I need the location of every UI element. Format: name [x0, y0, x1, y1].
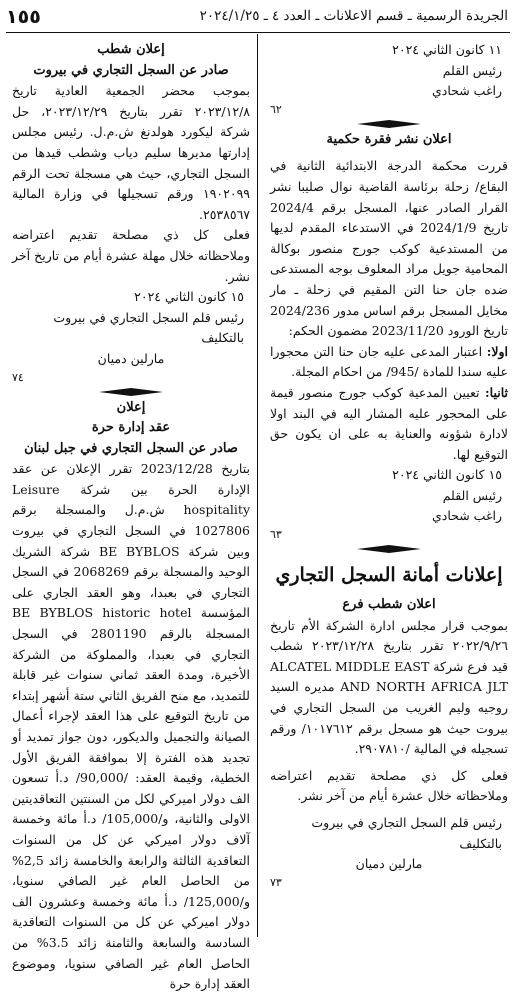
item-text: تعيين المدعية كوكب جورج منصور قيمة على المحجور عليه المشار اليه في البند اولا لادارة شؤونه والعناية به على ان يكون حق التوقيع لها. [270, 384, 508, 462]
ruling-item-2 [270, 383, 508, 465]
signoff-name: راغب شحادي [432, 508, 502, 524]
page-header [6, 6, 508, 30]
notice-number: ٦٣ [270, 528, 282, 542]
right-column [270, 40, 508, 891]
signer-name: مارلين دميان [355, 856, 423, 872]
column-divider [257, 34, 258, 937]
signoff-name: راغب شحادي [432, 83, 502, 99]
header-rule [6, 32, 510, 33]
notice-subtitle: صادر عن السجل التجاري في بيروت [33, 62, 229, 78]
running-title: الجريدة الرسمية ـ قسم الاعلانات ـ العدد ٤ ـ ٢٠٢٤/١/٢٥ [199, 8, 508, 24]
notice-subtitle: عقد إدارة حرة [91, 420, 171, 436]
deletion-notice [12, 40, 250, 386]
notice-number: ٧٤ [12, 370, 24, 384]
notice-title: اعلان نشر فقرة حكمية [326, 131, 452, 147]
signoff-date: ١٥ كانون الثاني ٢٠٢٤ [134, 289, 244, 305]
objection-text: فعلى كل ذي مصلحة تقديم اعتراضه وملاحظاته خلال عشرة أيام من آخر نشر. [270, 767, 508, 804]
signoff-date: ١١ كانون الثاني ٢٠٢٤ [392, 42, 502, 57]
section-heading: إعلانات أمانة السجل التجاري [275, 564, 503, 587]
notice-number: ٦٢ [270, 102, 282, 116]
notice-body: بتاريخ 2023/12/28 تقرر الإعلان عن عقد الإدارة الحرة بين شركة Leisure hospitality ش.م.ل والمسجلة برقم 1027806 في السجل التجاري في بيروت وبين شركة BE BYBLOS شركة الشريك الوحيد والمسجلة برقم 2068269 في السجل التجاري في بعبدا، وهو العقد الجاري على المؤسسة BE BYBLOS historic hotel المسجلة بالرقم 2801190 في السجل التجاري في بعبدا، والمملوكة من الشركة الأخيرة، ومدة العقد ثماني سنوات غير قابلة للتمديد، مع منح الفريق الثاني ستة أشهر إبتداء من تاريخ التوقيع على هذا العقد لإجراء أعمال الصيانة والتجميل والديكور، دون جواز تمديد أو تجديد هذه الفترة إلا بموافقة الفريق الأول الخطية، وقيمة العقد: /90,000/ د.أ تسعون الف دولار اميركي لكل من السنتين التعاقديتين الاولى والثانية، و/105,000/ د.أ مائة وخمسة آلاف دولار اميركي عن كل من السنوات التعاقدية الثالثة والرابعة والخامسة زائد 2,5% من الحاصل العام غير الصافي سنويا، و/125,000/ د.أ مائة وخمسة وعشرون الف دولار اميركي عن كل من السنوات التعاقدية السادسة والسابعة والثامنة زائد 3.5% من الحاصل العام غير الصافي سنويا، وموضوع العقد إدارة حرة [12, 461, 251, 992]
notice-title: إعلان شطب [97, 42, 165, 57]
notice-title: إعلان [116, 399, 146, 415]
item-label: اولا: [486, 343, 508, 359]
ruling-notice [270, 130, 508, 543]
page-number: ١٥٥ [6, 6, 41, 28]
signoff-date: ١٥ كانون الثاني ٢٠٢٤ [392, 467, 502, 483]
branch-deletion-notice [270, 595, 508, 891]
notice-source: صادر عن السجل التجاري في جبل لبنان [24, 440, 238, 456]
notice-body: قررت محكمة الدرجة الابتدائية الثانية في البقاع/ زحلة برئاسة القاضية نوال صليبا نشر القرار الصادر عنها، المسجل برقم 2024/4 تاريخ 2024/1/9 في الاستدعاء المقدم لديها من المستدعية كوكب جورج منصور بوكالة المحامية جويل مراد المعلوف بوجه المستدعى ضده جان حنا التن المقيم في زحلة ـ مار مخايل المسجل برقم اساس مدور 2024/236 تاريخ الورود 2023/11/20 مضمون الحكم: [270, 158, 508, 339]
signoff-role: رئيس القلم [442, 62, 502, 78]
signer-title: رئيس قلم السجل التجاري في بيروت بالتكليف [53, 309, 244, 346]
left-column [12, 40, 250, 995]
notice-body: بموجب محضر الجمعية العادية تاريخ ٢٠٢٣/١٢/٨ تقرر بتاريخ ٢٠٢٣/١٢/٢٩، حل شركة ليكورد هولدنغ ش.م.ل. رئيس مجلس إدارتها مديرها سليم دياب وشطب قيدها من السجل التجاري، حيث هي مسجلة تحت الرقم ١٩٠٢٠٩٩ ورقم تسجيلها في وزارة المالية ٢٥٣٨٥٦٧. [12, 83, 250, 222]
objection-text: فعلى كل ذي مصلحة تقديم اعتراضه وملاحظاته خلال مهلة عشرة أيام من تاريخ آخر نشر. [12, 227, 250, 284]
separator-ornament [270, 543, 508, 555]
signoff-role: رئيس القلم [442, 487, 502, 503]
separator-ornament [270, 118, 508, 130]
notice-number: ٧٣ [270, 875, 282, 889]
signer-title: رئيس قلم السجل التجاري في بيروت بالتكليف [311, 815, 502, 851]
ruling-item-1 [270, 342, 508, 383]
separator-ornament [12, 386, 250, 398]
notice-body: بموجب قرار مجلس ادارة الشركة الأم تاريخ ٢٠٢٢/٩/٢٦ تقرر بتاريخ ٢٠٢٣/١٢/٢٨ شطب قيد فرع شركة ALCATEL MIDDLE EAST AND NORTH AFRICA JLT مديره السيد روجيه وليم الغريب من السجل التجاري في بيروت حيث هو مسجل برقم ١٠١٧٦١٢/ ورقم تسجيله في المالية /٢٩٠٧٨١٠. [270, 617, 508, 757]
top-signoff [270, 40, 508, 118]
signer-name: مارلين دميان [97, 350, 165, 366]
item-label: ثانيا: [485, 384, 508, 400]
item-text: اعتبار المدعى عليه جان حنا التن محجورا عليه سندا للمادة /945/ من احكام المجلة. [270, 343, 508, 380]
lease-notice [12, 398, 250, 995]
notice-title: اعلان شطب فرع [342, 597, 436, 613]
